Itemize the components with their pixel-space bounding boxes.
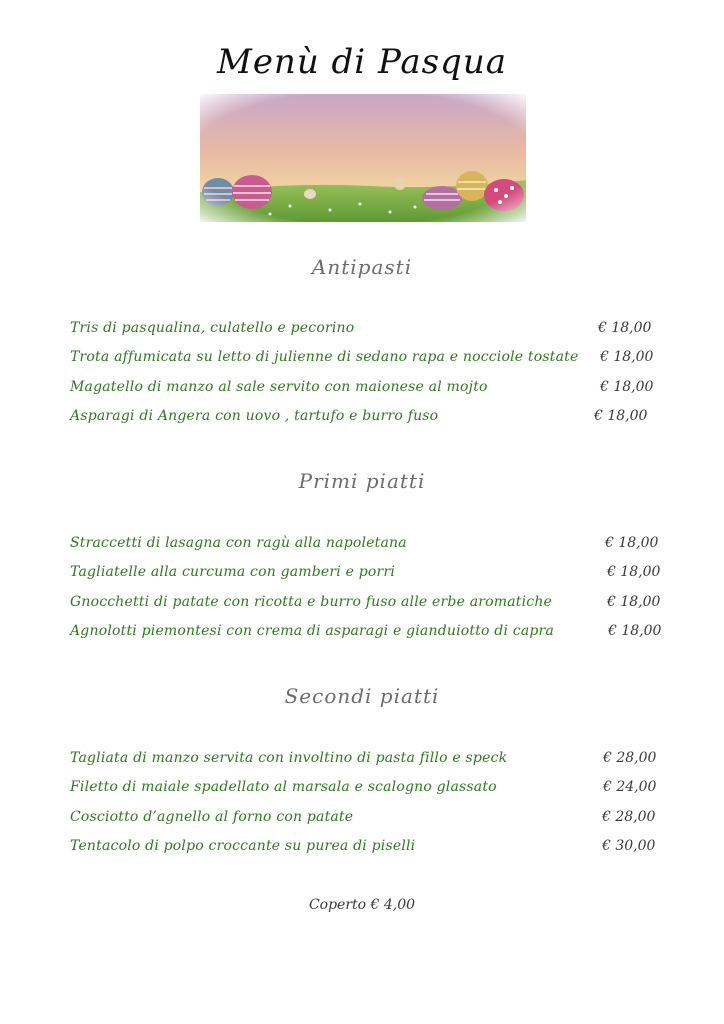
menu-item: Filetto di maiale spadellato al marsala e scalogno glassato [70,779,497,795]
menu-item-price: € 30,00 [602,838,656,854]
menu-item-price: € 24,00 [603,779,657,795]
menu-item-price: € 18,00 [594,408,648,424]
menu-item-price: € 18,00 [598,320,652,336]
menu-item: Straccetti di lasagna con ragù alla napoletana [70,535,407,551]
menu-item-price: € 28,00 [603,750,657,766]
menu-item: Tagliata di manzo servita con involtino di pasta fillo e speck [70,750,508,766]
cover-charge: Coperto € 4,00 [308,897,416,913]
menu-title: Menù di Pasqua [217,42,507,82]
menu-item-price: € 18,00 [600,379,654,395]
menu-item: Tagliatelle alla curcuma con gamberi e porri [70,564,396,580]
menu-item: Gnocchetti di patate con ricotta e burro fuso alle erbe aromatiche [70,594,553,610]
menu-item: Asparagi di Angera con uovo , tartufo e burro fuso [70,408,439,424]
menu-item: Tris di pasqualina, culatello e pecorino [70,320,355,336]
menu-item: Trota affumicata su letto di julienne di sedano rapa e nocciole tostate [70,349,579,365]
menu-item-price: € 18,00 [600,349,654,365]
menu-item: Tentacolo di polpo croccante su purea di piselli [70,838,416,854]
section-title-antipasti: Antipasti [311,255,413,279]
menu-item-price: € 18,00 [607,594,661,610]
easter-eggs-banner-image [200,94,526,222]
menu-item-price: € 18,00 [605,535,659,551]
menu-item-price: € 18,00 [607,564,661,580]
menu-item: Magatello di manzo al sale servito con maionese al mojto [70,379,488,395]
section-title-secondi-piatti: Secondi piatti [284,684,440,708]
menu-item: Agnolotti piemontesi con crema di asparagi e gianduiotto di capra [70,623,554,639]
menu-item-price: € 18,00 [608,623,662,639]
menu-item: Cosciotto d’agnello al forno con patate [70,809,354,825]
section-title-primi-piatti: Primi piatti [298,469,426,493]
menu-item-price: € 28,00 [602,809,656,825]
